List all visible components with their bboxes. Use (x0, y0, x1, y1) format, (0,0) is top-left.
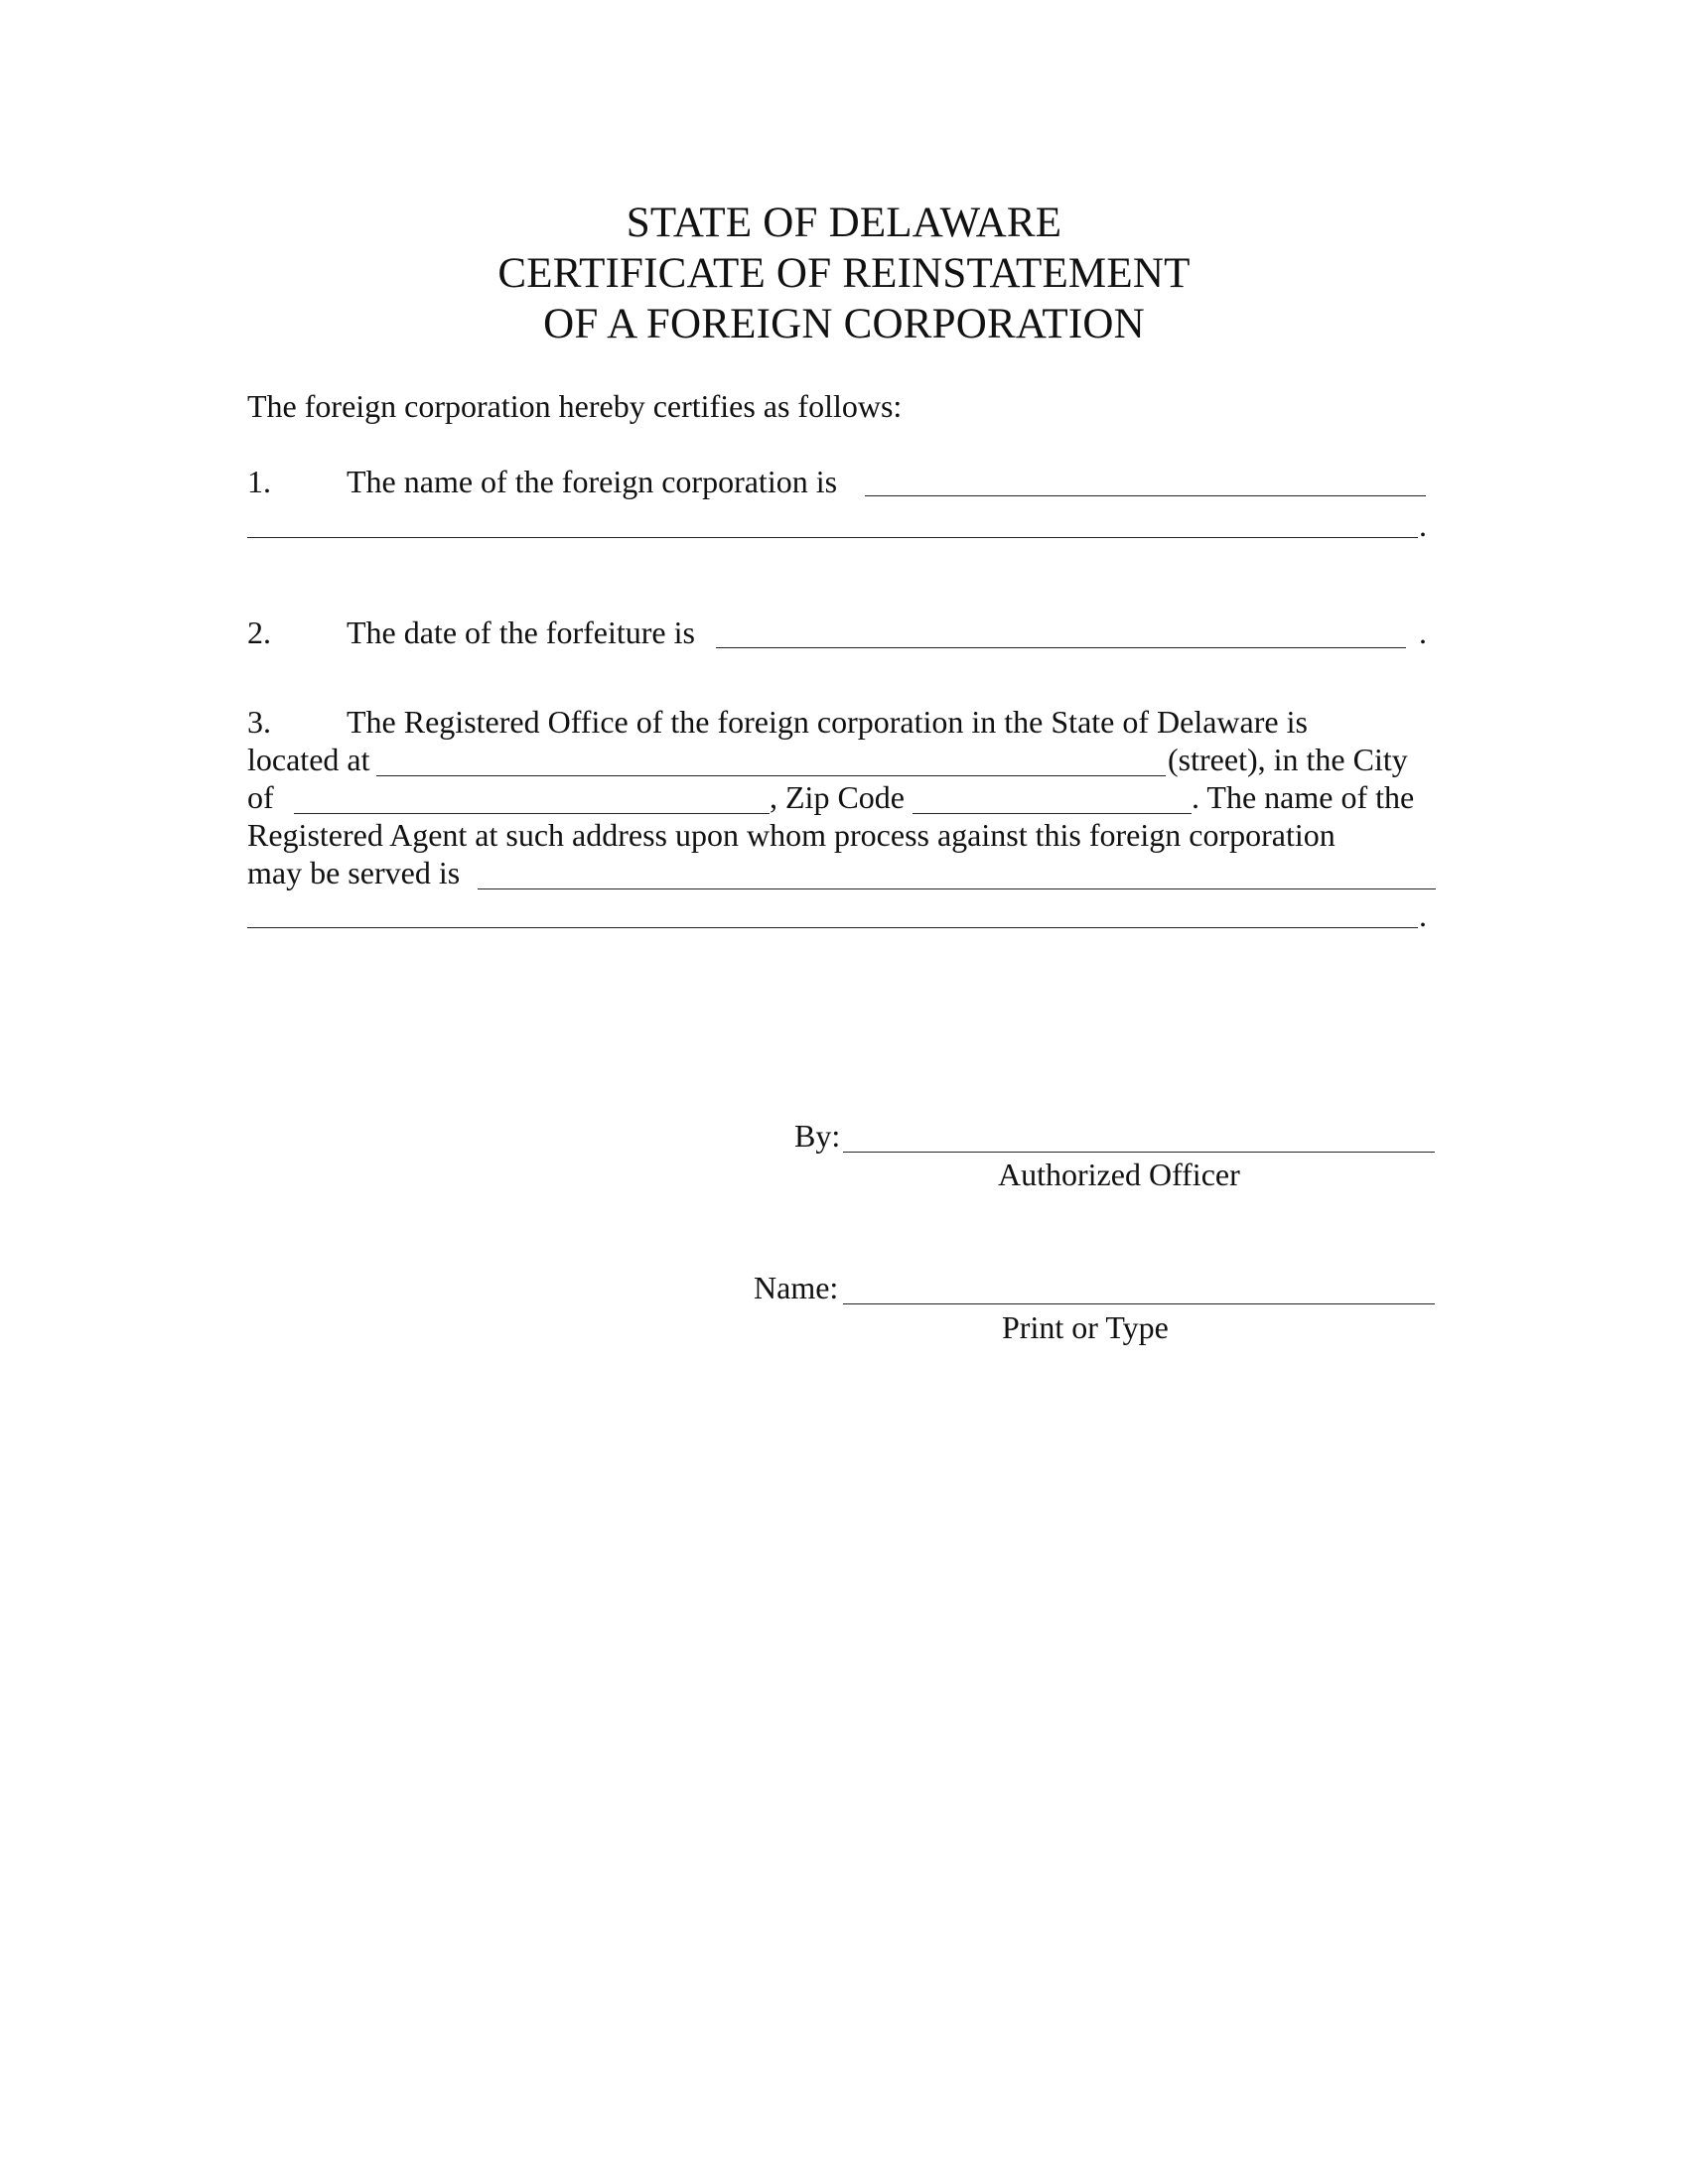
item3-line4: Registered Agent at such address upon whom process against this foreign corporation (247, 817, 1336, 853)
city-line[interactable] (294, 813, 770, 814)
item3-line1: The Registered Office of the foreign corporation in the State of Delaware is (347, 704, 1308, 740)
name-label: Name: (754, 1270, 839, 1305)
title-foreign-corporation: OF A FOREIGN CORPORATION (543, 301, 1145, 347)
corporation-name-line2[interactable] (247, 537, 1418, 538)
item3-number: 3. (247, 704, 271, 740)
item2-text: The date of the forfeiture is (347, 614, 695, 650)
item3-zip-label: , Zip Code (770, 779, 905, 815)
item3-street-suffix: (street), in the City (1168, 742, 1408, 777)
print-or-type-caption: Print or Type (1002, 1309, 1169, 1345)
authorized-officer-caption: Authorized Officer (998, 1157, 1240, 1192)
item1-text: The name of the foreign corporation is (347, 464, 838, 499)
item1-number: 1. (247, 464, 271, 499)
registered-agent-line1[interactable] (478, 888, 1436, 889)
item3-located-at: located at (247, 742, 370, 777)
item2-period: . (1419, 614, 1427, 650)
by-label: By: (794, 1118, 841, 1154)
title-certificate: CERTIFICATE OF REINSTATEMENT (497, 250, 1191, 297)
intro-text: The foreign corporation hereby certifies as follows: (247, 388, 903, 424)
title-state: STATE OF DELAWARE (626, 200, 1062, 246)
authorized-officer-signature-line[interactable] (843, 1152, 1435, 1153)
item3-of: of (247, 779, 274, 815)
item2-number: 2. (247, 614, 271, 650)
item3-agent-intro: . The name of the (1192, 779, 1415, 815)
item3-period: . (1419, 897, 1427, 933)
zip-code-line[interactable] (913, 813, 1192, 814)
corporation-name-line1[interactable] (865, 495, 1426, 496)
forfeiture-date-line[interactable] (716, 647, 1406, 648)
street-line[interactable] (376, 775, 1166, 776)
item1-period: . (1419, 507, 1427, 543)
registered-agent-line2[interactable] (247, 927, 1418, 928)
print-name-line[interactable] (843, 1303, 1435, 1304)
item3-served-label: may be served is (247, 855, 461, 890)
